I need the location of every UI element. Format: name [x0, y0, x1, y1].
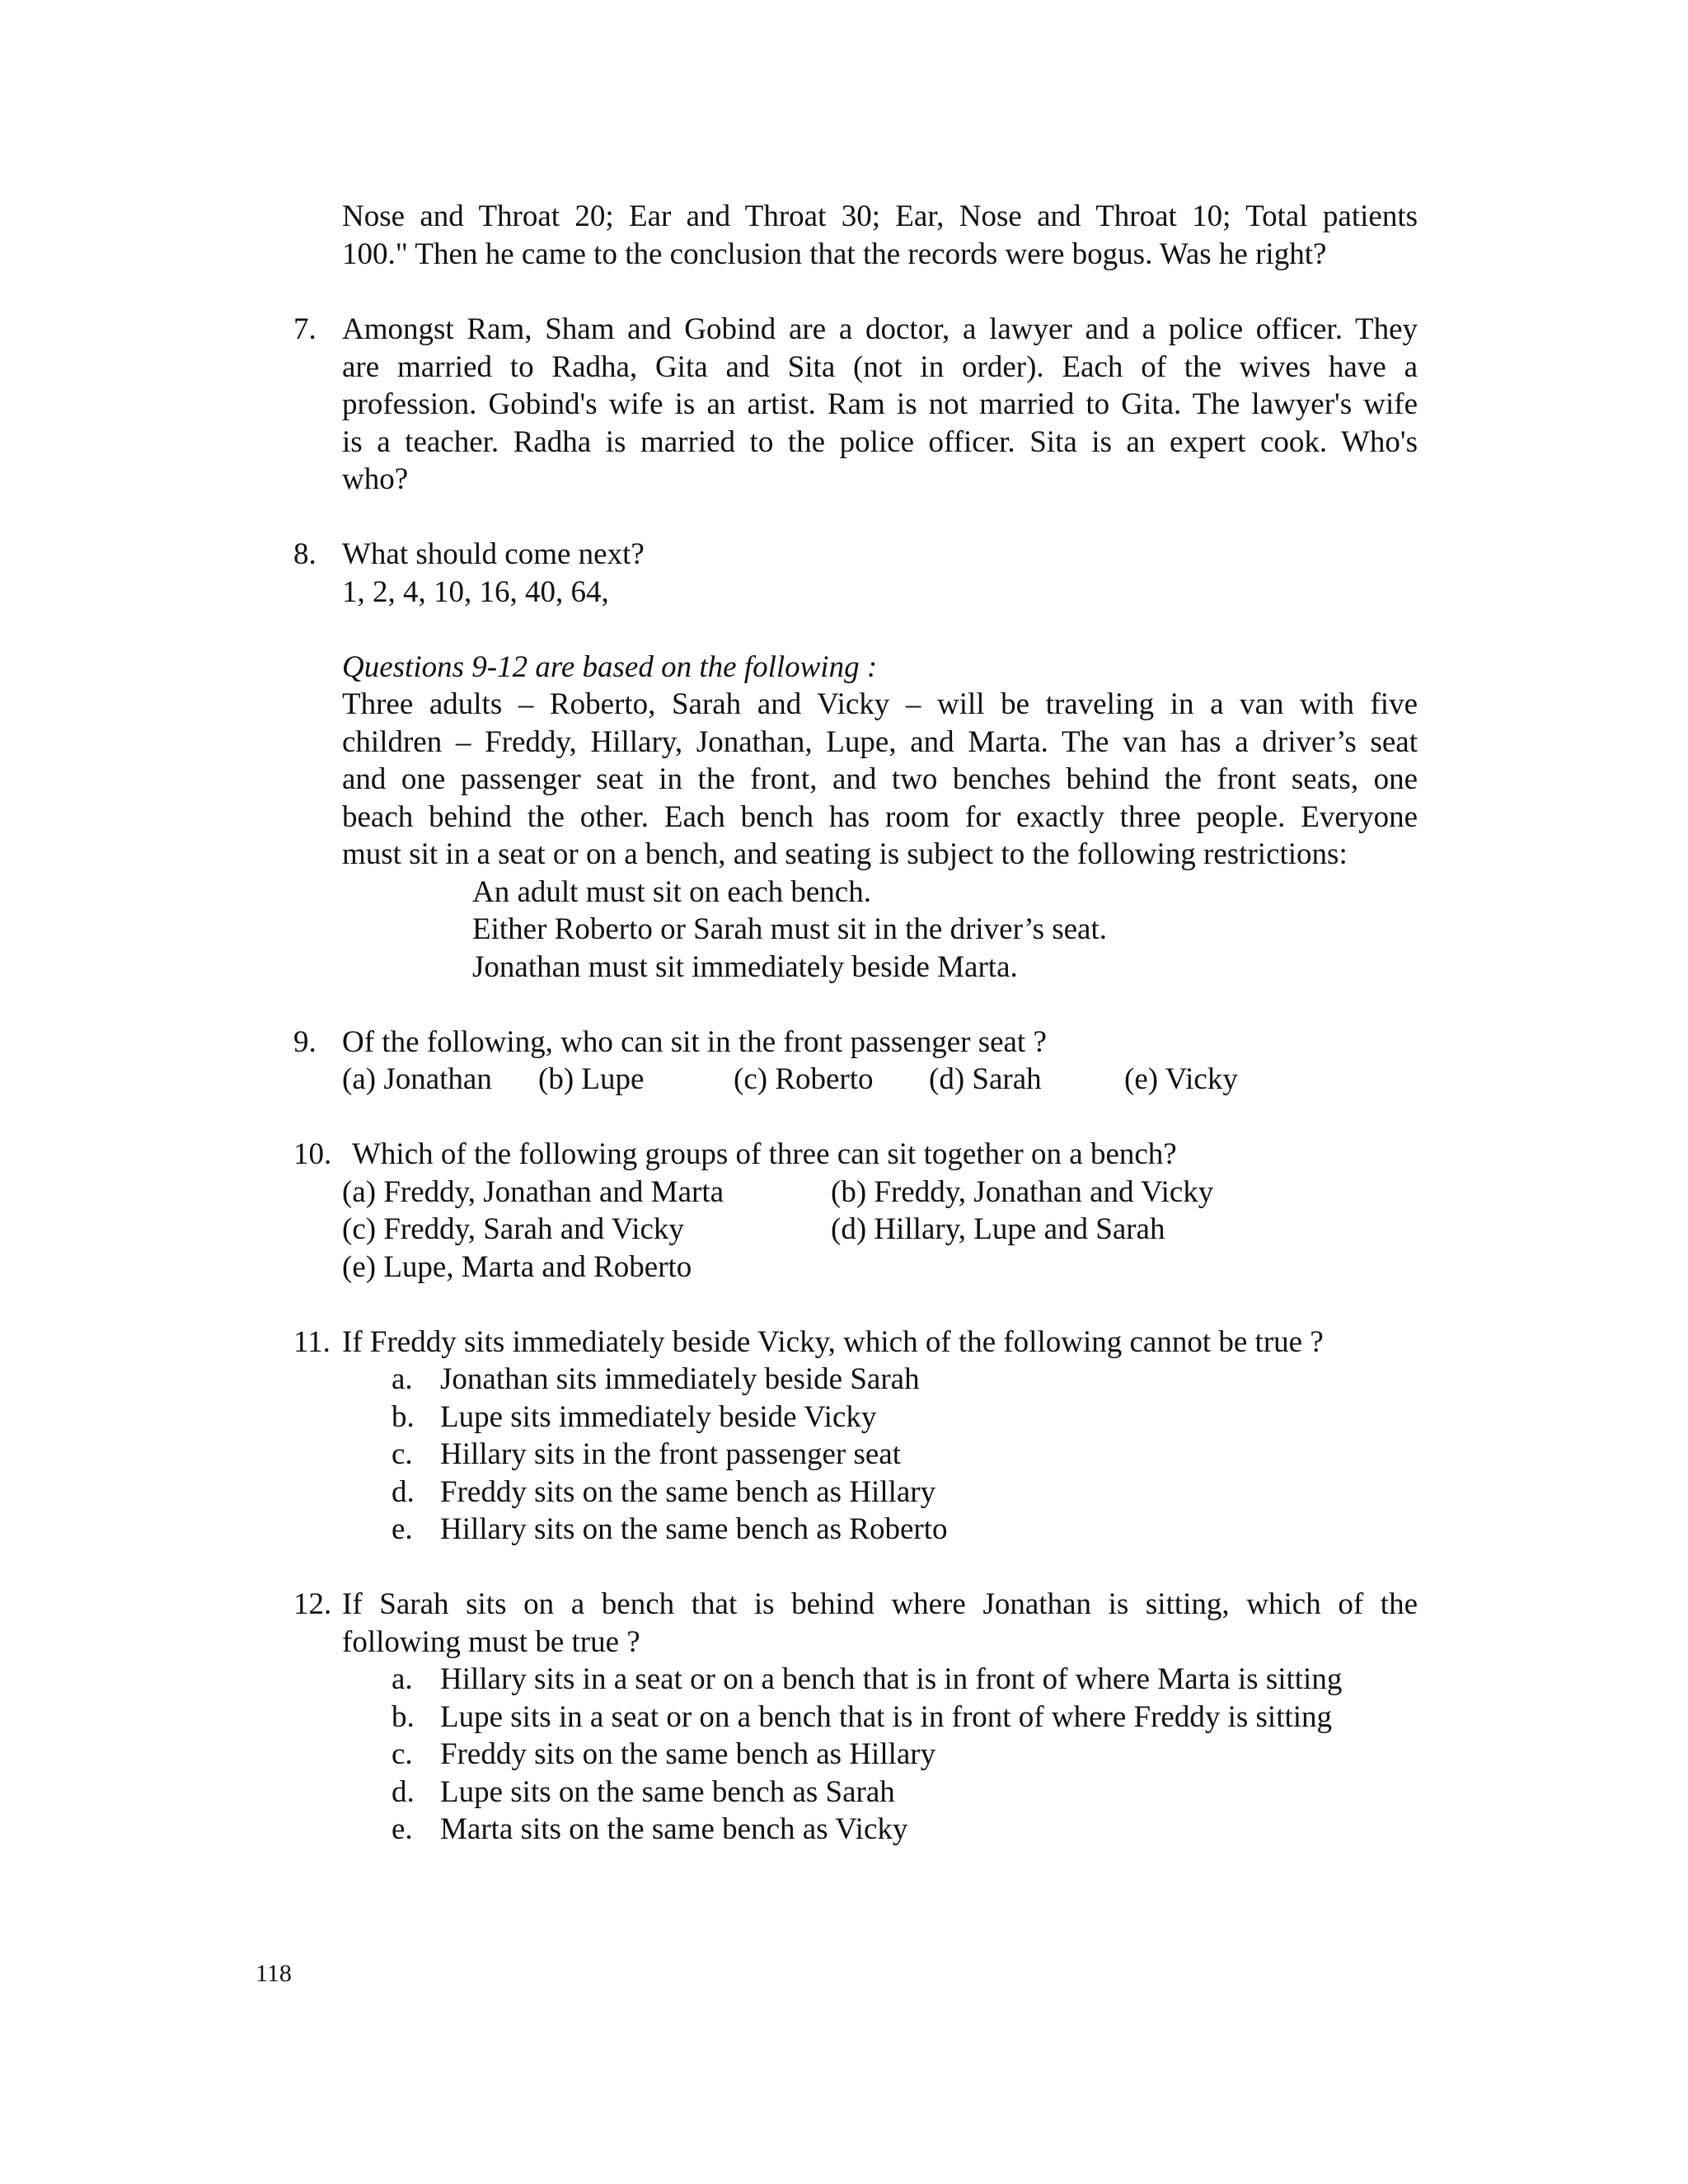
- q11-number: 11.: [293, 1325, 331, 1359]
- q12-option-c: Freddy sits on the same bench as Hillary: [440, 1737, 936, 1771]
- q12-option-e: Marta sits on the same bench as Vicky: [440, 1812, 908, 1846]
- q11-option-b: Lupe sits immediately beside Vicky: [440, 1400, 877, 1434]
- q10-option-c: (c) Freddy, Sarah and Vicky: [342, 1212, 684, 1246]
- q12-option-d: Lupe sits on the same bench as Sarah: [440, 1775, 895, 1809]
- q9-option-a: (a) Jonathan: [342, 1062, 492, 1096]
- q10-text: Which of the following groups of three can sit together on a bench?: [352, 1137, 1177, 1171]
- q12-number: 12.: [293, 1587, 332, 1621]
- q11-letter-d: d.: [392, 1475, 415, 1509]
- q11-letter-a: a.: [392, 1362, 413, 1396]
- q9-text: Of the following, who can sit in the front passenger seat ?: [342, 1025, 1047, 1059]
- q11-letter-c: c.: [392, 1437, 413, 1471]
- q11-option-c: Hillary sits in the front passenger seat: [440, 1437, 901, 1471]
- q10-option-b: (b) Freddy, Jonathan and Vicky: [831, 1175, 1214, 1209]
- q10-option-e: (e) Lupe, Marta and Roberto: [342, 1250, 692, 1284]
- q12-letter-c: c.: [392, 1737, 413, 1771]
- q10-option-d: (d) Hillary, Lupe and Sarah: [831, 1212, 1165, 1246]
- passage-line-4: beach behind the other. Each bench has room for exactly three people. Everyone: [342, 800, 1418, 834]
- q12-letter-a: a.: [392, 1662, 413, 1696]
- q7-number: 7.: [293, 312, 316, 346]
- q8-line-1: What should come next?: [342, 537, 645, 571]
- q11-letter-e: e.: [392, 1512, 413, 1546]
- q6-continuation-line-2: 100." Then he came to the conclusion that the records were bogus. Was he right?: [342, 237, 1327, 271]
- q12-letter-e: e.: [392, 1812, 413, 1846]
- q9-option-c: (c) Roberto: [734, 1062, 874, 1096]
- q11-text: If Freddy sits immediately beside Vicky, which of the following cannot be true ?: [342, 1325, 1324, 1359]
- passage-heading: Questions 9-12 are based on the following :: [342, 650, 878, 684]
- q9-option-d: (d) Sarah: [929, 1062, 1042, 1096]
- passage-line-2: children – Freddy, Hillary, Jonathan, Lupe, and Marta. The van has a driver’s seat: [342, 725, 1418, 759]
- q9-option-e: (e) Vicky: [1124, 1062, 1238, 1096]
- q6-continuation-line-1: Nose and Throat 20; Ear and Throat 30; Ear, Nose and Throat 10; Total patients: [342, 199, 1418, 233]
- q11-option-a: Jonathan sits immediately beside Sarah: [440, 1362, 920, 1396]
- passage-line-5: must sit in a seat or on a bench, and seating is subject to the following restrictions:: [342, 837, 1348, 871]
- passage-rule-1: An adult must sit on each bench.: [472, 875, 871, 909]
- q10-option-a: (a) Freddy, Jonathan and Marta: [342, 1175, 724, 1209]
- q8-number: 8.: [293, 537, 316, 571]
- q7-line-2: are married to Radha, Gita and Sita (not in order). Each of the wives have a: [342, 350, 1418, 384]
- page-number: 118: [256, 1960, 292, 1987]
- q12-option-b: Lupe sits in a seat or on a bench that is in front of where Freddy is sitting: [440, 1700, 1333, 1734]
- q12-line-2: following must be true ?: [342, 1625, 640, 1659]
- passage-rule-3: Jonathan must sit immediately beside Marta.: [472, 950, 1018, 984]
- q8-line-2: 1, 2, 4, 10, 16, 40, 64,: [342, 575, 609, 609]
- q12-option-a: Hillary sits in a seat or on a bench that is in front of where Marta is sitting: [440, 1662, 1343, 1696]
- q11-letter-b: b.: [392, 1400, 415, 1434]
- q7-line-3: profession. Gobind's wife is an artist. Ram is not married to Gita. The lawyer's wife: [342, 387, 1418, 421]
- passage-rule-2: Either Roberto or Sarah must sit in the driver’s seat.: [472, 912, 1107, 946]
- q10-number: 10.: [293, 1137, 332, 1171]
- q11-option-e: Hillary sits on the same bench as Roberto: [440, 1512, 948, 1546]
- q9-number: 9.: [293, 1025, 316, 1059]
- passage-line-3: and one passenger seat in the front, and two benches behind the front seats, one: [342, 762, 1418, 796]
- q12-line-1: If Sarah sits on a bench that is behind where Jonathan is sitting, which of the: [342, 1587, 1418, 1621]
- q12-letter-b: b.: [392, 1700, 415, 1734]
- passage-line-1: Three adults – Roberto, Sarah and Vicky – will be traveling in a van with five: [342, 687, 1418, 721]
- q7-line-1: Amongst Ram, Sham and Gobind are a doctor, a lawyer and a police officer. They: [342, 312, 1418, 346]
- q11-option-d: Freddy sits on the same bench as Hillary: [440, 1475, 936, 1509]
- q7-line-5: who?: [342, 462, 409, 496]
- q9-option-b: (b) Lupe: [538, 1062, 645, 1096]
- q7-line-4: is a teacher. Radha is married to the police officer. Sita is an expert cook. Who's: [342, 425, 1418, 459]
- q12-letter-d: d.: [392, 1775, 415, 1809]
